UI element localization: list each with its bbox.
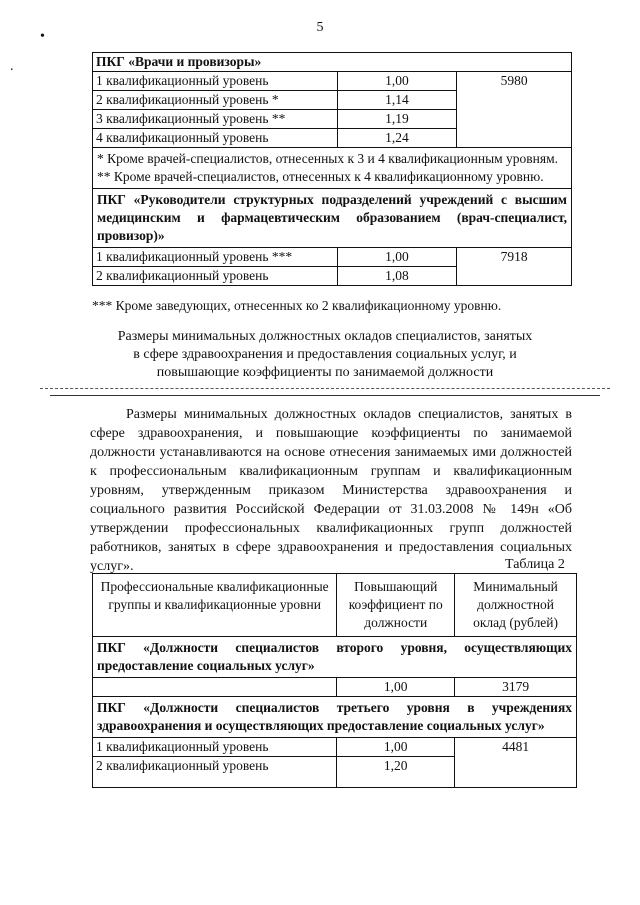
salary-cell: 3179 (455, 678, 577, 697)
section-heading (60, 328, 590, 382)
footnote: *** Кроме заведующих, отнесенных ко 2 квалификационному уровню. (92, 298, 502, 313)
scan-divider (40, 388, 610, 389)
coef-cell: 1,14 (337, 91, 457, 110)
level-cell: 2 квалификационный уровень (93, 267, 338, 286)
level-cell (93, 678, 337, 697)
scan-mark: • (40, 29, 45, 44)
table-header-row (93, 574, 577, 637)
table-row (93, 72, 572, 91)
column-header: Профессиональные квалификационные группы и квалификационные уровни (93, 574, 337, 637)
table-row (93, 189, 572, 248)
note-2: ** Кроме врачей-специалистов, отнесенных к 4 квалификационному уровню. (97, 169, 544, 184)
body-paragraph: Размеры минимальных должностных окладов специалистов, занятых в сфере здравоохранения, и повышающие коэффициенты по занимаемой должности устанавливаются на основе отнесения занимаемых ими должностей к профессиональным квалификационным группам и квалификационным уровням, утвержденным приказом Министерства здравоохранения и социального развития Российской Федерации от 31.03.2008 № 149н «Об утверждении профессиональных квалификационных групп должностей работников, занятых в сфере здравоохранения и предоставления социальных услуг». (90, 407, 572, 574)
coef-cell: 1,00 (337, 248, 457, 267)
salary-cell: 5980 (457, 72, 572, 148)
coef-cell: 1,24 (337, 129, 457, 148)
coef-cell: 1,20 (337, 757, 455, 788)
coef-cell: 1,08 (337, 267, 457, 286)
group-title: ПКГ «Врачи и провизоры» (93, 53, 572, 72)
salary-cell: 4481 (455, 738, 577, 788)
scan-divider (50, 395, 600, 396)
scan-mark: . (10, 59, 14, 74)
level-cell: 2 квалификационный уровень (93, 757, 337, 788)
coef-cell: 1,00 (337, 738, 455, 757)
level-cell: 1 квалификационный уровень (93, 738, 337, 757)
level-cell: 1 квалификационный уровень (93, 72, 338, 91)
table-row (93, 697, 577, 738)
note-1: * Кроме врачей-специалистов, отнесенных к 3 и 4 квалификационным уровням. (97, 151, 559, 166)
table-row (93, 637, 577, 678)
qualification-table-2 (92, 573, 577, 788)
heading-line: в сфере здравоохранения и предоставления социальных услуг, и (133, 347, 517, 362)
column-header: Минимальный должностной оклад (рублей) (455, 574, 577, 637)
page-number: 5 (316, 20, 324, 35)
level-cell: 1 квалификационный уровень *** (93, 248, 338, 267)
coef-cell: 1,00 (337, 72, 457, 91)
table-note (93, 148, 572, 189)
level-cell: 2 квалификационный уровень * (93, 91, 338, 110)
heading-line: Размеры минимальных должностных окладов специалистов, занятых (117, 329, 533, 344)
level-cell: 4 квалификационный уровень (93, 129, 338, 148)
qualification-table-1 (92, 52, 572, 286)
group-title: ПКГ «Должности специалистов третьего уровня в учреждениях здравоохранения и осуществляющих предоставление социальных услуг» (93, 697, 577, 738)
level-cell: 3 квалификационный уровень ** (93, 110, 338, 129)
group-title: ПКГ «Руководители структурных подразделений учреждений с высшим медицинским и фармацевтическим образованием (врач-специалист, провизор)» (93, 189, 572, 248)
table-row (93, 53, 572, 72)
table-row (93, 148, 572, 189)
table-row (93, 248, 572, 267)
heading-line: повышающие коэффициенты по занимаемой должности (156, 365, 494, 380)
table-row (93, 678, 577, 697)
coef-cell: 1,00 (337, 678, 455, 697)
column-header: Повышающий коэффициент по должности (337, 574, 455, 637)
salary-cell: 7918 (457, 248, 572, 286)
coef-cell: 1,19 (337, 110, 457, 129)
group-title: ПКГ «Должности специалистов второго уровня, осуществляющих предоставление социальных услуг» (93, 637, 577, 678)
table-label: Таблица 2 (505, 557, 565, 572)
table-row (93, 738, 577, 757)
